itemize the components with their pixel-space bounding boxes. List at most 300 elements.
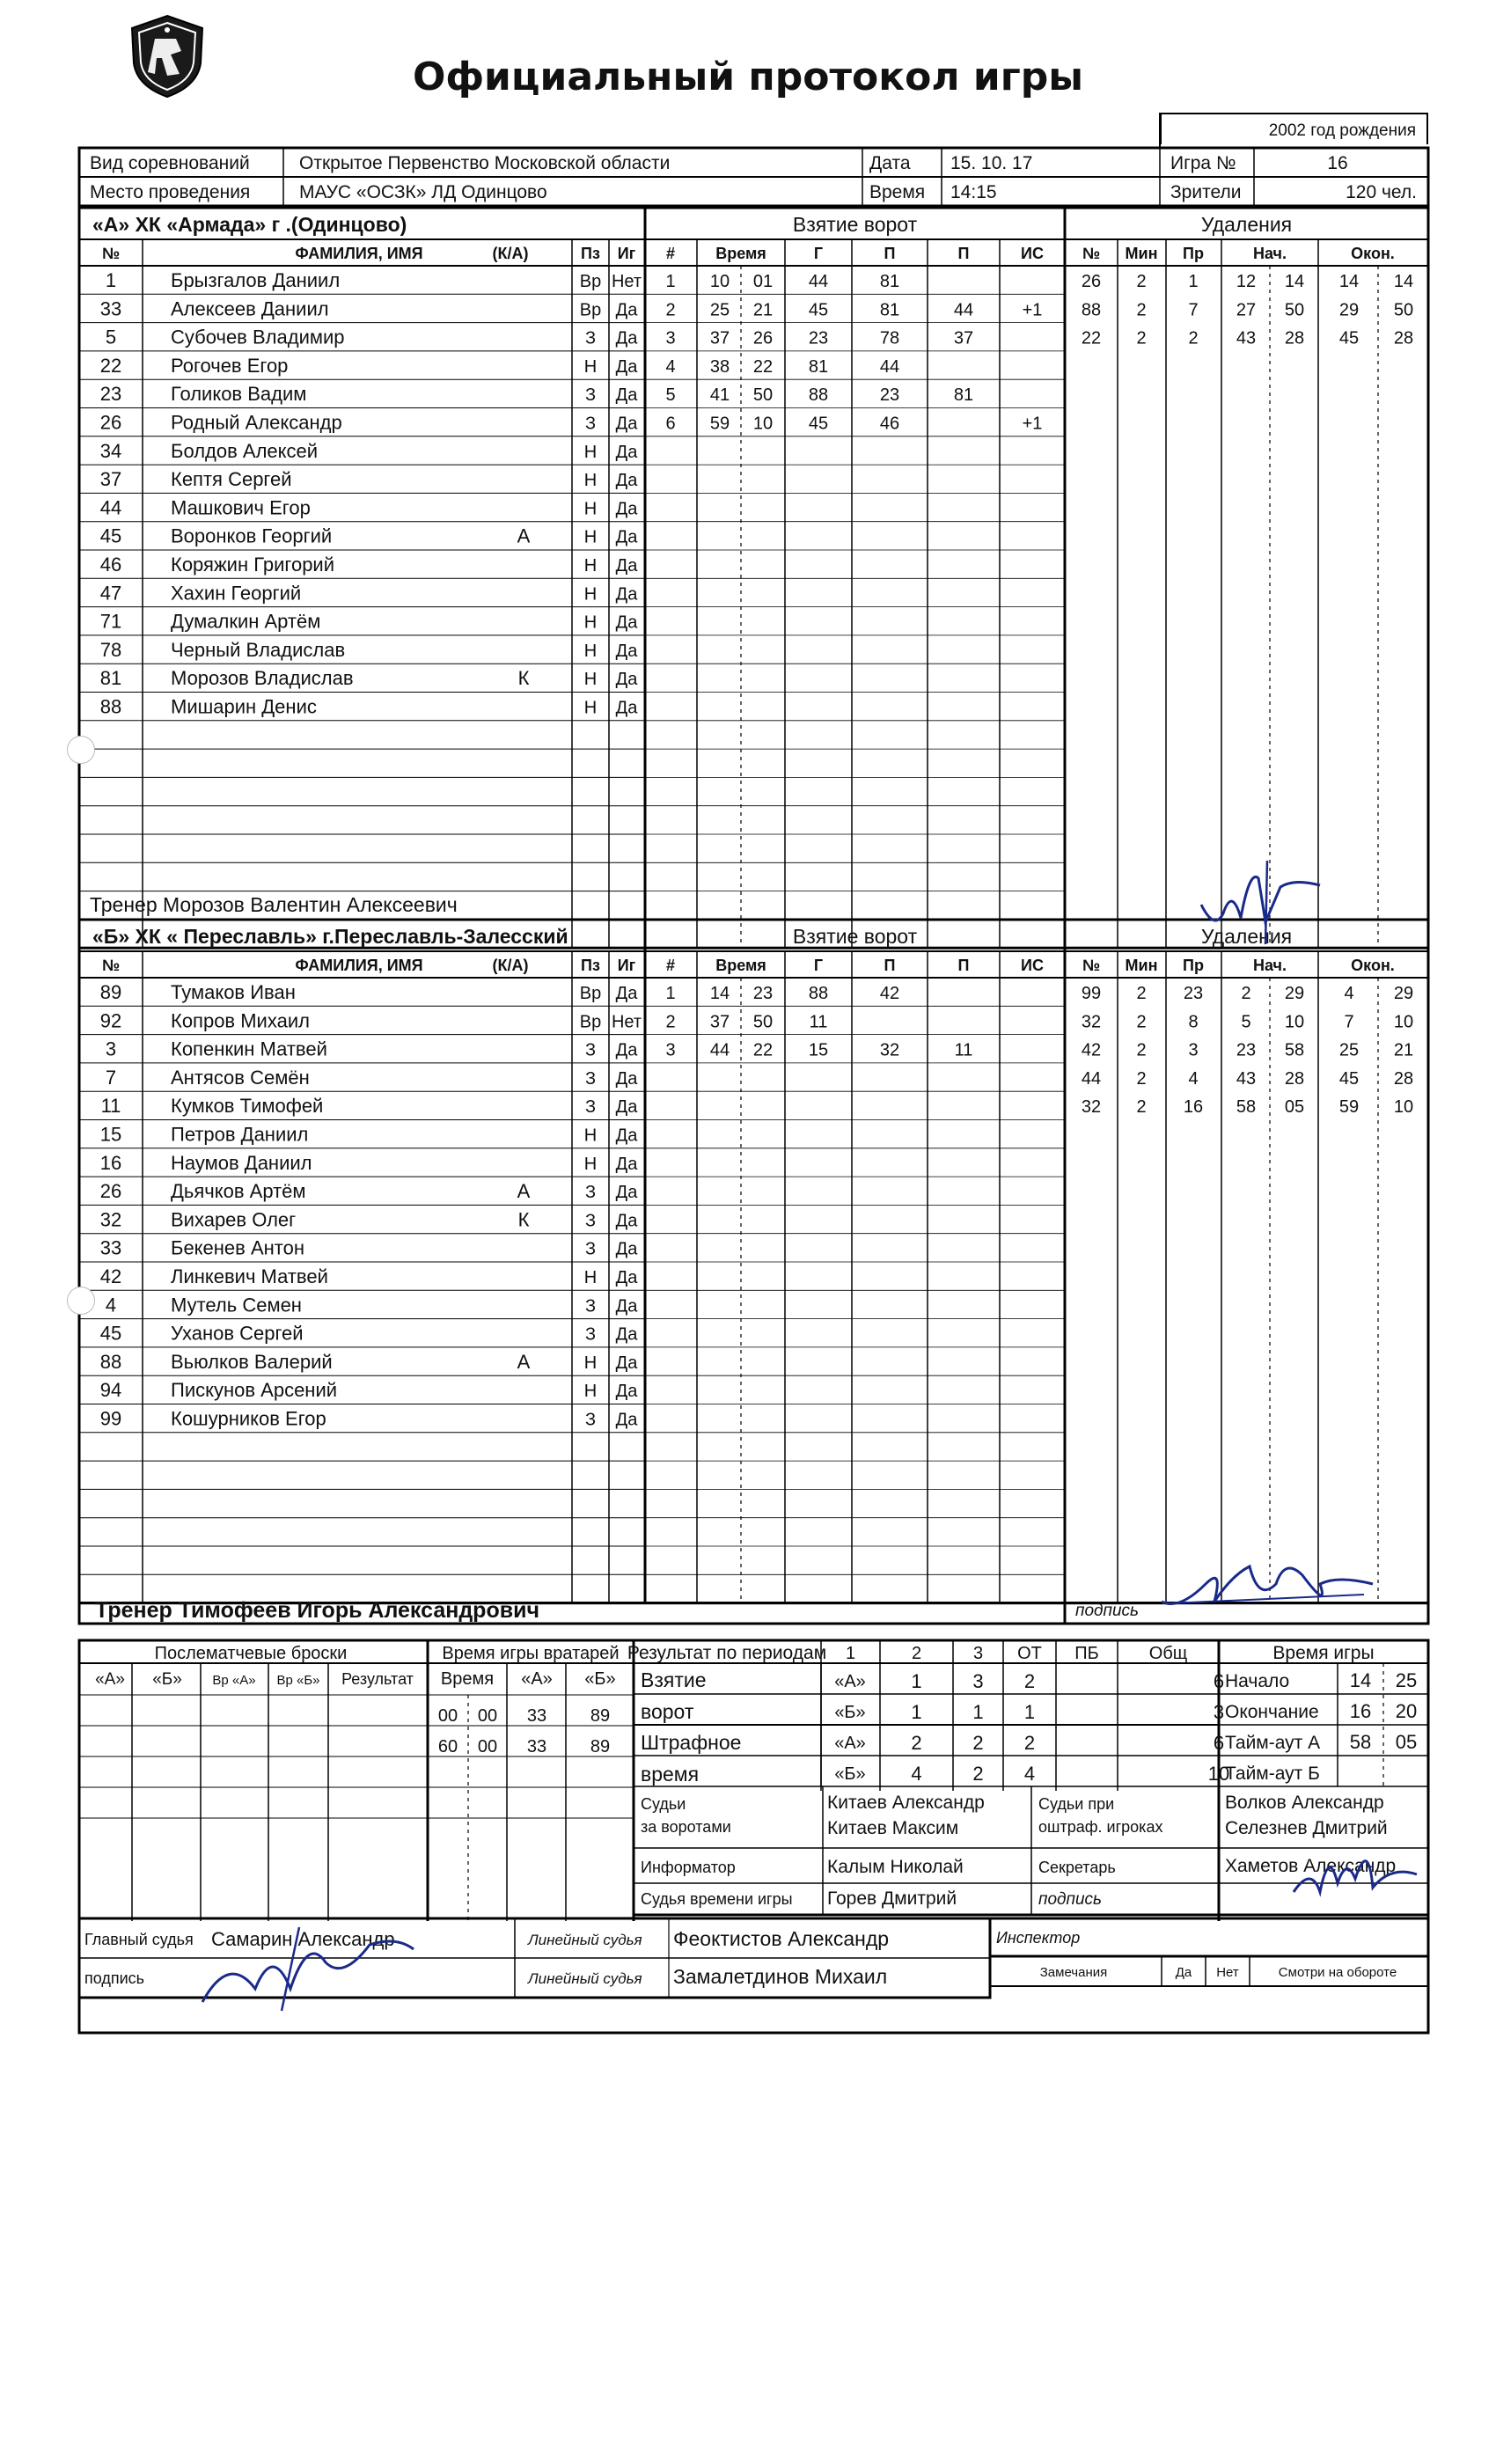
team-b-player-position: З: [584, 1324, 597, 1345]
team-a-goal-second: 22: [752, 356, 774, 377]
team-a-player-position: З: [584, 414, 597, 434]
team-b-player-position: З: [584, 1097, 597, 1118]
team-b-col-pen-end: Окон.: [1351, 957, 1395, 974]
pim-label-line1: Штрафное: [641, 1731, 742, 1754]
team-b-player-played: Да: [615, 1126, 638, 1146]
team-a-goal-scorer: 45: [808, 300, 829, 320]
team-a-player-number: 47: [99, 582, 122, 605]
team-b-player-number: 15: [99, 1123, 122, 1146]
team-b-penalty-player: 42: [1081, 1040, 1102, 1060]
team-b-player-played: Нет: [611, 1012, 642, 1032]
team-b-player-role: А: [517, 1350, 531, 1373]
team-a-player-number: 37: [99, 468, 122, 491]
goals-b-period-6: 3: [1213, 1701, 1225, 1723]
timekeeper-name: Горев Дмитрий: [827, 1888, 957, 1909]
team-b-player-number: 33: [99, 1236, 122, 1259]
team-b-col-number: №: [101, 957, 121, 974]
team-b-player-played: Да: [615, 1324, 638, 1345]
venue-label: Место проведения: [90, 182, 251, 202]
team-b-player-played: Да: [615, 1211, 638, 1231]
team-b-player-played: Да: [615, 984, 638, 1003]
team-b-penalty-end-min: 4: [1344, 984, 1354, 1003]
team-b-goal-minute: 44: [709, 1040, 730, 1060]
team-a-goal-number: 4: [665, 356, 676, 377]
team-b-player-name: Бекенев Антон: [171, 1236, 305, 1259]
team-b-penalty-reason: 8: [1188, 1012, 1199, 1032]
period-col-3: 3: [972, 1644, 984, 1663]
goals-b-period-1: 1: [911, 1701, 922, 1723]
team-b-penalty-minutes: 2: [1136, 984, 1147, 1003]
team-a-penalty-end-sec: 14: [1393, 272, 1414, 291]
team-a-goal-minute: 38: [709, 356, 730, 377]
team-b-player-number: 26: [99, 1180, 122, 1203]
team-a-player-name: Хахин Георгий: [171, 582, 302, 605]
team-a-player-played: Да: [615, 300, 638, 320]
team-b-goals-header: Взятие ворот: [792, 925, 918, 948]
team-b-player-name: Кумков Тимофей: [171, 1095, 324, 1118]
team-a-player-name: Думалкин Артём: [171, 610, 321, 633]
time-label: Время: [869, 182, 926, 202]
team-b-penalty-end-sec: 10: [1393, 1097, 1414, 1118]
team-a-goal-number: 3: [665, 328, 676, 348]
goals-label-line1: Взятие: [641, 1668, 707, 1691]
team-a-player-number: 81: [99, 667, 122, 690]
team-b-goal-second: 50: [752, 1012, 774, 1032]
team-b-player-number: 7: [105, 1066, 117, 1089]
team-a-goal-minute: 37: [709, 328, 730, 348]
team-b-player-name: Антясов Семён: [171, 1066, 310, 1089]
team-a-player-position: Н: [583, 670, 598, 690]
team-b-penalty-player: 99: [1081, 984, 1102, 1003]
team-a-col-pen-reason: Пр: [1183, 245, 1204, 262]
pim-a-period-3: 2: [1023, 1732, 1036, 1754]
team-a-player-name: Рогочев Егор: [171, 354, 289, 377]
team-a-player-name: Брызгалов Даниил: [171, 269, 341, 291]
time-value: 14:15: [950, 182, 997, 202]
team-b-goal-minute: 37: [709, 1012, 730, 1032]
pim-a-period-6: 6: [1213, 1732, 1225, 1754]
team-b-player-name: Тумаков Иван: [171, 981, 296, 1003]
team-a-player-name: Голиков Вадим: [171, 383, 307, 406]
linesman-1-name: Феоктистов Александр: [673, 1927, 890, 1950]
team-b-player-name: Петров Даниил: [171, 1123, 309, 1146]
team-a-col-played: Иг: [617, 245, 636, 262]
team-a-player-played: Да: [615, 698, 638, 718]
team-b-player-played: Да: [615, 1239, 638, 1259]
team-b-penalty-reason: 4: [1188, 1068, 1199, 1089]
team-a-player-name: Машкович Егор: [171, 496, 311, 519]
period-results-title: Результат по периодам: [627, 1643, 827, 1663]
remarks-yes: Да: [1175, 1965, 1192, 1980]
team-a-player-position: Н: [583, 612, 598, 633]
team-b-penalties-header: Удаления: [1200, 925, 1293, 948]
goalie-time-second: 00: [477, 1706, 498, 1726]
pim-a-period-1: 2: [911, 1732, 922, 1754]
team-a-goal-second: 26: [752, 328, 774, 348]
shootout-col-a: «А»: [95, 1670, 125, 1689]
team-a-player-number: 1: [105, 269, 117, 291]
team-b-goal-minute: 14: [709, 984, 730, 1003]
team-b-player-number: 42: [99, 1265, 122, 1287]
game-end-minute: 20: [1395, 1700, 1418, 1722]
team-b-player-played: Да: [615, 1154, 638, 1174]
goals-a-period-2: 3: [972, 1670, 984, 1692]
team-b-col-goal-scorer: Г: [813, 957, 824, 974]
team-b-col-assist-2: П: [957, 957, 970, 974]
team-b-player-position: З: [584, 1410, 597, 1430]
team-b-penalty-reason: 3: [1188, 1040, 1199, 1060]
team-a-player-position: З: [584, 328, 597, 348]
team-a-player-number: 23: [99, 383, 122, 406]
timekeeper-signature-label: подпись: [1038, 1890, 1103, 1909]
team-a-col-pen-min: Мин: [1125, 245, 1158, 262]
team-a-goal-second: 10: [752, 414, 774, 434]
penalty-judge-1: Волков Александр: [1225, 1793, 1384, 1813]
team-b-player-number: 99: [99, 1407, 122, 1430]
team-b-goal-scorer: 11: [809, 1012, 828, 1032]
game-time-title: Время игры: [1272, 1643, 1375, 1663]
pim-b-period-2: 2: [972, 1763, 984, 1785]
team-b-player-number: 88: [99, 1350, 122, 1373]
team-a-col-strength: ИС: [1021, 245, 1044, 262]
team-a-goal-minute: 41: [709, 385, 730, 406]
team-a-penalty-reason: 7: [1188, 300, 1199, 320]
team-a-player-position: Н: [583, 356, 598, 377]
team-a-goal-minute: 10: [709, 272, 730, 291]
team-b-penalty-end-sec: 28: [1393, 1068, 1414, 1089]
team-a-player-position: З: [584, 385, 597, 406]
team-b-penalty-start-sec: 28: [1284, 1068, 1305, 1089]
team-a-player-number: 46: [99, 554, 122, 576]
team-b-penalty-minutes: 2: [1136, 1097, 1147, 1118]
team-a-player-number: 45: [99, 524, 122, 547]
shootout-col-gk-a: Вр «А»: [212, 1673, 256, 1688]
team-a-goal-assist-2: 81: [953, 385, 974, 406]
shootout-col-gk-b: Вр «Б»: [276, 1673, 320, 1688]
team-a-goals-header: Взятие ворот: [792, 213, 918, 236]
goals-a-period-3: 2: [1023, 1670, 1036, 1692]
team-a-player-number: 33: [99, 297, 122, 320]
team-a-penalty-start-sec: 50: [1284, 300, 1305, 320]
team-a-coach: Тренер Морозов Валентин Алексеевич: [90, 893, 458, 916]
team-b-player-played: Да: [615, 1068, 638, 1089]
pim-team-a: «А»: [834, 1734, 866, 1753]
team-a-player-number: 26: [99, 411, 122, 434]
team-a-penalty-player: 22: [1081, 328, 1102, 348]
team-a-goal-scorer: 81: [808, 356, 829, 377]
spectators-value: 120 чел.: [1346, 182, 1417, 202]
team-b-penalty-player: 44: [1081, 1068, 1102, 1089]
team-a-penalty-end-sec: 50: [1393, 300, 1414, 320]
team-b-player-position: Н: [583, 1154, 598, 1174]
team-a-penalty-reason: 1: [1188, 272, 1199, 291]
team-a-penalty-minutes: 2: [1136, 272, 1147, 291]
team-a-goal-scorer: 23: [808, 328, 829, 348]
team-b-col-position: Пз: [581, 957, 600, 974]
timeout-a-minute: 58: [1349, 1731, 1372, 1753]
team-b-player-position: З: [584, 1068, 597, 1089]
team-b-penalty-reason: 23: [1183, 984, 1204, 1003]
goals-b-period-2: 1: [972, 1701, 984, 1723]
shootout-col-b: «Б»: [152, 1670, 182, 1689]
team-b-penalty-end-min: 25: [1338, 1040, 1360, 1060]
team-a-goal-scorer: 44: [808, 272, 829, 291]
penalty-judges-label-1: Судьи при: [1038, 1795, 1115, 1813]
team-a-player-name: Кептя Сергей: [171, 468, 292, 491]
team-b-player-name: Наумов Даниил: [171, 1151, 312, 1174]
team-a-player-played: Да: [615, 670, 638, 690]
team-b-player-played: Да: [615, 1296, 638, 1316]
remarks-no: Нет: [1216, 1965, 1239, 1980]
team-a-col-goal-no: #: [665, 245, 676, 262]
team-b-player-number: 11: [100, 1095, 121, 1118]
team-a-player-played: Да: [615, 584, 638, 605]
team-b-player-position: З: [584, 1239, 597, 1259]
goals-team-a: «А»: [834, 1672, 866, 1691]
team-b-penalty-start-min: 2: [1241, 984, 1251, 1003]
team-a-player-played: Да: [615, 385, 638, 406]
goalie-b-number: 89: [590, 1706, 611, 1726]
team-a-player-played: Да: [615, 527, 638, 547]
binder-hole-bottom: [67, 1287, 95, 1315]
period-col-4: ОТ: [1017, 1644, 1042, 1663]
team-a-player-number: 22: [99, 354, 122, 377]
team-a-goal-assist-1: 81: [879, 300, 900, 320]
goals-b-period-3: 1: [1023, 1701, 1036, 1723]
team-a-goal-minute: 59: [709, 414, 730, 434]
team-b-penalty-end-min: 45: [1338, 1068, 1360, 1089]
team-b-team-title: «Б» ХК « Переславль» г.Переславль-Залесский: [92, 925, 568, 948]
goals-a-period-1: 1: [911, 1670, 922, 1692]
venue-value: МАУС «ОСЗК» ЛД Одинцово: [299, 182, 547, 202]
team-b-col-name: ФАМИЛИЯ, ИМЯ: [295, 957, 423, 974]
team-a-col-assist-1: П: [884, 245, 896, 262]
team-b-penalty-start-min: 5: [1241, 1012, 1251, 1032]
team-a-penalty-end-min: 45: [1338, 328, 1360, 348]
team-b-player-played: Да: [615, 1040, 638, 1060]
team-a-player-played: Да: [615, 442, 638, 462]
team-b-player-played: Да: [615, 1183, 638, 1203]
team-b-penalty-start-sec: 10: [1284, 1012, 1305, 1032]
team-b-player-number: 3: [105, 1038, 117, 1060]
team-b-player-position: З: [584, 1040, 597, 1060]
goalie-a-number: 33: [526, 1706, 547, 1726]
team-a-goal-number: 6: [665, 414, 676, 434]
team-a-goal-scorer: 45: [808, 414, 829, 434]
team-b-goal-second: 22: [752, 1040, 774, 1060]
team-b-player-number: 32: [99, 1208, 122, 1231]
team-a-goal-second: 01: [752, 272, 774, 291]
team-a-penalty-minutes: 2: [1136, 300, 1147, 320]
team-a-player-position: Н: [583, 584, 598, 605]
referee-signature-label: подпись: [84, 1969, 145, 1987]
game-end-hour: 16: [1349, 1700, 1372, 1722]
team-a-goal-assist-2: 44: [953, 300, 974, 320]
team-a-penalty-start-sec: 28: [1284, 328, 1305, 348]
team-b-player-number: 4: [105, 1294, 117, 1316]
team-b-penalty-end-sec: 21: [1393, 1040, 1414, 1060]
team-a-player-number: 88: [99, 695, 122, 718]
goal-judges-label-2: за воротами: [641, 1818, 731, 1836]
team-b-col-pen-number: №: [1082, 957, 1101, 974]
team-a-goal-assist-1: 78: [879, 328, 900, 348]
team-b-player-position: Вр: [579, 1012, 602, 1032]
team-b-player-position: Н: [583, 1126, 598, 1146]
team-a-player-position: Н: [583, 641, 598, 661]
team-a-col-goal-time: Время: [715, 245, 766, 262]
team-a-goal-assist-1: 81: [879, 272, 900, 291]
team-a-player-position: Вр: [579, 300, 602, 320]
team-a-goal-second: 21: [752, 300, 774, 320]
team-b-player-played: Да: [615, 1353, 638, 1373]
goal-judge-1: Китаев Александр: [827, 1793, 985, 1813]
team-b-penalty-start-sec: 05: [1284, 1097, 1305, 1118]
team-a-col-assist-2: П: [957, 245, 970, 262]
team-b-penalty-player: 32: [1081, 1012, 1102, 1032]
team-a-col-pen-start: Нач.: [1252, 245, 1287, 262]
team-a-goal-number: 1: [665, 272, 676, 291]
team-b-penalty-end-min: 59: [1338, 1097, 1360, 1118]
game-start-hour: 14: [1349, 1669, 1372, 1691]
team-a-goal-assist-1: 44: [879, 356, 900, 377]
team-b-col-strength: ИС: [1021, 957, 1044, 974]
team-a-col-number: №: [101, 245, 121, 262]
team-a-penalty-end-sec: 28: [1393, 328, 1414, 348]
team-b-player-number: 94: [99, 1379, 122, 1402]
date-value: 15. 10. 17: [950, 153, 1033, 173]
team-a-goal-number: 5: [665, 385, 676, 406]
linesman-2-label: Линейный судья: [528, 1970, 642, 1987]
document-title: Официальный протокол игры: [412, 55, 1083, 99]
linesman-1-label: Линейный судья: [528, 1932, 642, 1948]
team-a-player-role: А: [517, 524, 531, 547]
goalie-b-number: 89: [590, 1737, 611, 1756]
pim-b-period-6: 10: [1207, 1763, 1230, 1785]
goalie-time-minute: 60: [437, 1737, 458, 1756]
team-b-penalty-minutes: 2: [1136, 1068, 1147, 1089]
team-b-player-position: З: [584, 1183, 597, 1203]
team-b-player-name: Вьюлков Валерий: [171, 1350, 333, 1373]
team-b-penalty-start-sec: 58: [1284, 1040, 1305, 1060]
team-a-goal-assist-1: 23: [879, 385, 900, 406]
team-a-player-number: 34: [99, 439, 122, 462]
spectators-label: Зрители: [1170, 182, 1242, 202]
goal-judges-label-1: Судьи: [641, 1795, 686, 1813]
team-b-signature-label: подпись: [1075, 1602, 1140, 1620]
team-b-coach: Тренер Тимофеев Игорь Александрович: [95, 1598, 539, 1623]
timekeeper-label: Судья времени игры: [641, 1890, 793, 1908]
team-b-player-position: З: [584, 1211, 597, 1231]
team-a-penalty-end-min: 14: [1338, 272, 1360, 291]
team-a-player-name: Мишарин Денис: [171, 695, 317, 718]
team-a-player-played: Да: [615, 471, 638, 491]
team-b-player-name: Копенкин Матвей: [171, 1038, 327, 1060]
goalie-time-col-a: «А»: [521, 1669, 553, 1689]
team-b-col-role: (К/А): [492, 957, 529, 974]
team-a-col-goal-scorer: Г: [813, 245, 824, 262]
team-a-goal-assist-1: 46: [879, 414, 900, 434]
team-b-col-pen-reason: Пр: [1183, 957, 1204, 974]
period-col-6: Общ: [1148, 1644, 1188, 1663]
team-b-player-position: Вр: [579, 984, 602, 1003]
informer-name: Калым Николай: [827, 1857, 964, 1877]
team-b-player-name: Кошурников Егор: [171, 1407, 326, 1430]
team-a-player-number: 44: [99, 496, 122, 519]
team-a-penalty-player: 26: [1081, 272, 1102, 291]
team-b-player-played: Да: [615, 1268, 638, 1287]
informer-label: Информатор: [641, 1859, 736, 1876]
team-a-col-role: (К/А): [492, 245, 529, 262]
team-b-penalty-start-min: 58: [1236, 1097, 1257, 1118]
team-b-penalty-minutes: 2: [1136, 1040, 1147, 1060]
goalie-time-col-time: Время: [440, 1669, 495, 1689]
goalie-time-minute: 00: [437, 1706, 458, 1726]
team-a-player-played: Да: [615, 612, 638, 633]
team-a-team-title: «А» ХК «Армада» г .(Одинцово): [92, 213, 407, 236]
team-a-player-name: Субочев Владимир: [171, 326, 345, 348]
competition-value: Открытое Первенство Московской области: [299, 153, 671, 173]
goals-label-line2: ворот: [641, 1700, 694, 1723]
team-b-goal-scorer: 15: [808, 1040, 829, 1060]
goalie-time-col-b: «Б»: [584, 1669, 616, 1689]
team-b-goal-assist-1: 42: [879, 984, 900, 1003]
goal-judge-2: Китаев Максим: [827, 1818, 959, 1838]
team-b-penalty-start-min: 43: [1236, 1068, 1257, 1089]
penalty-judges-label-2: оштраф. игроках: [1038, 1818, 1163, 1836]
team-b-player-played: Да: [615, 1097, 638, 1118]
shootout-col-result: Результат: [341, 1670, 414, 1688]
team-a-penalty-reason: 2: [1188, 328, 1199, 348]
team-b-player-number: 16: [99, 1151, 122, 1174]
team-a-player-position: Н: [583, 471, 598, 491]
team-a-goal-scorer: 88: [808, 385, 829, 406]
team-b-penalty-start-sec: 29: [1284, 984, 1305, 1003]
team-b-penalty-end-sec: 29: [1393, 984, 1414, 1003]
team-b-col-assist-1: П: [884, 957, 896, 974]
pim-label-line2: время: [641, 1763, 700, 1786]
period-col-1: 1: [845, 1644, 856, 1663]
pim-b-period-1: 4: [911, 1763, 922, 1785]
team-a-player-name: Болдов Алексей: [171, 439, 319, 462]
referee-name: Самарин Александр: [211, 1928, 395, 1950]
team-a-player-number: 78: [99, 638, 122, 661]
team-b-penalty-minutes: 2: [1136, 1012, 1147, 1032]
birth-year: 2002 год рождения: [1160, 113, 1428, 144]
secretary-name: Хаметов Александр: [1225, 1856, 1397, 1876]
team-a-player-played: Нет: [611, 272, 642, 291]
pim-a-period-2: 2: [972, 1732, 984, 1754]
team-b-penalty-end-min: 7: [1344, 1012, 1354, 1032]
period-col-5: ПБ: [1074, 1644, 1099, 1663]
inspector-label: Инспектор: [996, 1929, 1081, 1947]
team-b-player-number: 92: [99, 1009, 122, 1032]
team-b-penalty-end-sec: 10: [1393, 1012, 1414, 1032]
team-a-player-played: Да: [615, 414, 638, 434]
team-a-goal-strength: +1: [1022, 300, 1043, 320]
shootout-title: Послематчевые броски: [154, 1644, 348, 1663]
team-a-goal-assist-2: 37: [953, 328, 974, 348]
team-a-player-position: Вр: [579, 272, 602, 291]
team-b-player-number: 45: [99, 1322, 122, 1345]
team-a-player-number: 71: [99, 610, 122, 633]
team-a-player-number: 5: [105, 326, 117, 348]
team-a-player-position: Н: [583, 442, 598, 462]
team-a-player-role: К: [517, 667, 530, 690]
binder-hole-top: [67, 736, 95, 764]
goals-a-period-6: 6: [1213, 1670, 1225, 1692]
team-a-goal-number: 2: [665, 300, 676, 320]
team-b-player-name: Вихарев Олег: [171, 1208, 297, 1231]
